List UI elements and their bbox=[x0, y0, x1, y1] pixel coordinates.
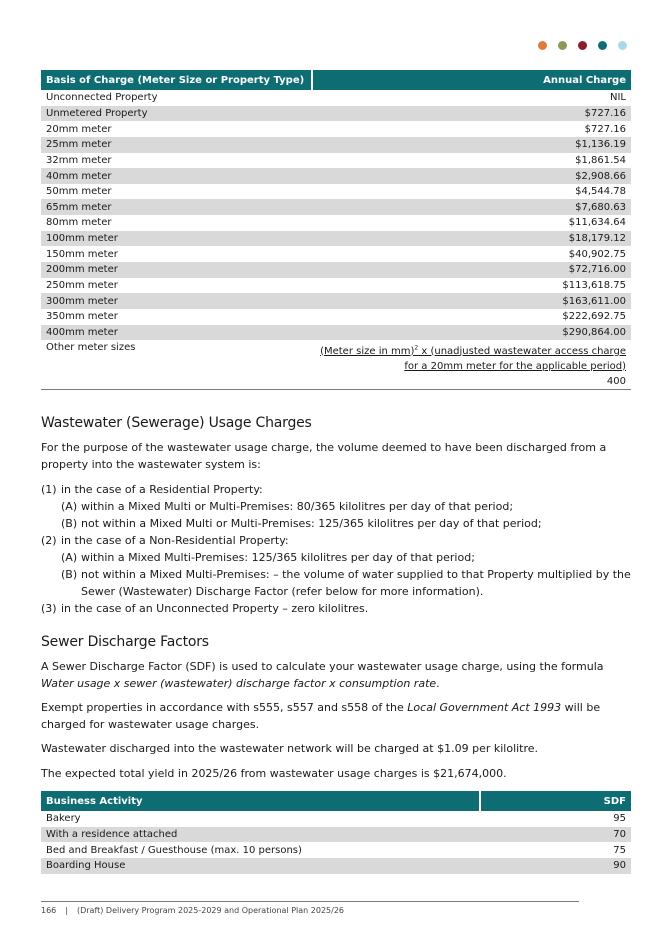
sdf-value-cell: 70 bbox=[480, 827, 631, 843]
activity-cell: Boarding House bbox=[41, 858, 480, 874]
other-meter-sizes-label: Other meter sizes bbox=[46, 342, 136, 354]
basis-cell: 25mm meter bbox=[41, 137, 312, 153]
decorative-dots bbox=[538, 41, 627, 50]
footer-separator: | bbox=[65, 906, 68, 915]
table-row bbox=[41, 153, 631, 169]
document-title: (Draft) Delivery Program 2025-2029 and Operational Plan 2025/26 bbox=[76, 906, 344, 915]
charge-cell: $11,634.64 bbox=[568, 217, 626, 229]
usage-conditions-list bbox=[41, 481, 641, 617]
charge-cell: $1,861.54 bbox=[575, 154, 626, 166]
table-row bbox=[41, 90, 631, 106]
table-row bbox=[41, 827, 631, 843]
sdf-paragraph-3: Wastewater discharged into the wastewater network will be charged at $1.09 per kilolitre. bbox=[41, 742, 539, 755]
charge-cell: $7,680.63 bbox=[312, 199, 631, 215]
sdf-p2-text-b: will be charged for wastewater usage charges. bbox=[41, 701, 601, 731]
activity-cell: Bakery bbox=[46, 813, 81, 825]
table-header-row bbox=[41, 70, 631, 90]
table-row-divisor bbox=[41, 374, 631, 390]
dot-light-blue bbox=[618, 41, 627, 50]
sub-item-text: not within a Mixed Multi-Premises: – the volume of water supplied to that Property multiplied by the Sewer (Wastewater) Discharge Factor (refer below for more information). bbox=[81, 568, 631, 598]
column-header-activity: Business Activity bbox=[41, 791, 480, 811]
list-item-number: (1) bbox=[41, 483, 57, 496]
sdf-p1-text: A Sewer Discharge Factor (SDF) is used to calculate your wastewater usage charge, using the formula bbox=[41, 660, 604, 673]
sub-list-item bbox=[41, 498, 641, 515]
list-item bbox=[41, 600, 641, 617]
sdf-p2-act-name: Local Government Act 1993 bbox=[407, 701, 562, 714]
page-number: 166 bbox=[41, 906, 57, 915]
access-charges-table bbox=[41, 70, 631, 390]
list-item-text: in the case of a Residential Property: bbox=[61, 483, 263, 496]
table-row bbox=[41, 858, 631, 874]
sub-item-letter: (A) bbox=[61, 551, 78, 564]
sub-item-text: not within a Mixed Multi or Multi-Premises: 125/365 kilolitres per day of that period; bbox=[81, 517, 542, 530]
table-row bbox=[41, 121, 631, 137]
dot-teal bbox=[598, 41, 607, 50]
usage-charges-heading: Wastewater (Sewerage) Usage Charges bbox=[41, 415, 312, 431]
charge-cell: $727.16 bbox=[312, 106, 631, 122]
basis-cell: 250mm meter bbox=[46, 280, 118, 291]
table-row bbox=[41, 231, 631, 247]
sub-item-text: within a Mixed Multi or Multi-Premises: 80/365 kilolitres per day of that period; bbox=[81, 500, 514, 513]
basis-cell: 80mm meter bbox=[46, 217, 112, 229]
list-item bbox=[41, 532, 641, 549]
sdf-p1-end: . bbox=[436, 677, 440, 690]
formula-text-line2: for a 20mm meter for the applicable period) bbox=[404, 360, 626, 372]
table-row bbox=[41, 168, 631, 184]
activity-cell: Bed and Breakfast / Guesthouse (max. 10 persons) bbox=[46, 844, 302, 856]
basis-cell: 350mm meter bbox=[46, 311, 118, 323]
basis-cell: 400mm meter bbox=[41, 325, 312, 341]
sdf-p2-text-a: Exempt properties in accordance with s555, s557 and s558 of the bbox=[41, 701, 408, 714]
charge-cell: $40,902.75 bbox=[568, 248, 626, 260]
dot-olive bbox=[558, 41, 567, 50]
list-item-text: in the case of a Non-Residential Property: bbox=[61, 534, 289, 547]
charge-cell: $163,611.00 bbox=[312, 293, 631, 309]
basis-cell: Unmetered Property bbox=[41, 106, 312, 122]
table-row bbox=[41, 262, 631, 278]
charge-cell: $18,179.12 bbox=[312, 231, 631, 247]
table-row bbox=[41, 842, 631, 858]
charge-cell: $72,716.00 bbox=[312, 262, 631, 278]
list-item bbox=[41, 481, 641, 498]
sdf-paragraph-2 bbox=[41, 699, 631, 733]
table-row bbox=[41, 246, 631, 262]
charge-cell: $290,864.00 bbox=[312, 325, 631, 341]
table-row bbox=[41, 309, 631, 325]
usage-intro-paragraph: For the purpose of the wastewater usage charge, the volume deemed to have been discharged from a property into the wastewater system is: bbox=[41, 441, 607, 471]
table-row-other-meter-sizes bbox=[41, 340, 631, 373]
sdf-value-cell: 90 bbox=[480, 858, 631, 874]
list-item-number: (2) bbox=[41, 534, 57, 547]
table-row bbox=[41, 293, 631, 309]
basis-cell: 32mm meter bbox=[46, 154, 112, 166]
sdf-p1-formula: Water usage x sewer (wastewater) discharge factor x consumption rate bbox=[41, 677, 437, 690]
formula-part-b: x (unadjusted wastewater access charge bbox=[418, 345, 626, 357]
dot-orange bbox=[538, 41, 547, 50]
sdf-paragraph-1 bbox=[41, 658, 631, 692]
sdf-table-body bbox=[41, 811, 631, 874]
page-footer bbox=[41, 906, 344, 915]
table-row bbox=[41, 215, 631, 231]
basis-cell: 65mm meter bbox=[41, 199, 312, 215]
basis-cell: Unconnected Property bbox=[46, 92, 158, 104]
sub-item-text: within a Mixed Multi-Premises: 125/365 kilolitres per day of that period; bbox=[81, 551, 475, 564]
charges-table-body bbox=[41, 90, 631, 340]
column-header-basis: Basis of Charge (Meter Size or Property Type) bbox=[41, 70, 312, 90]
charge-cell: $727.16 bbox=[584, 123, 626, 135]
footer-divider bbox=[41, 901, 579, 902]
formula-superscript: 2 bbox=[414, 344, 419, 352]
table-row bbox=[41, 137, 631, 153]
sdf-value-cell: 75 bbox=[613, 844, 626, 856]
sdf-value-cell: 95 bbox=[613, 813, 626, 825]
sub-list-item bbox=[41, 566, 641, 600]
formula-text-line1 bbox=[320, 346, 626, 357]
basis-cell: 200mm meter bbox=[41, 262, 312, 278]
sdf-paragraph-4: The expected total yield in 2025/26 from wastewater usage charges is $21,674,000. bbox=[41, 767, 507, 780]
table-row bbox=[41, 199, 631, 215]
sdf-table bbox=[41, 791, 631, 874]
activity-cell: With a residence attached bbox=[41, 827, 480, 843]
list-item-text: in the case of an Unconnected Property – zero kilolitres. bbox=[61, 602, 369, 615]
basis-cell: 150mm meter bbox=[46, 248, 118, 260]
charge-cell: NIL bbox=[609, 92, 626, 104]
sub-list-item bbox=[41, 515, 641, 532]
charge-cell: $2,908.66 bbox=[312, 168, 631, 184]
dot-maroon bbox=[578, 41, 587, 50]
basis-cell: 50mm meter bbox=[46, 186, 112, 198]
sdf-heading: Sewer Discharge Factors bbox=[41, 634, 209, 650]
other-meter-sizes-formula bbox=[312, 340, 631, 373]
basis-cell: 40mm meter bbox=[41, 168, 312, 184]
charge-cell: $222,692.75 bbox=[562, 311, 626, 323]
table-row bbox=[41, 325, 631, 341]
charge-cell: $113,618.75 bbox=[562, 280, 626, 291]
table-row bbox=[41, 811, 631, 827]
sub-item-letter: (B) bbox=[61, 517, 78, 530]
table-row bbox=[41, 278, 631, 294]
basis-cell: 300mm meter bbox=[41, 293, 312, 309]
list-item-number: (3) bbox=[41, 602, 57, 615]
formula-divisor: 400 bbox=[312, 374, 631, 390]
table-row bbox=[41, 106, 631, 122]
column-header-charge: Annual Charge bbox=[312, 70, 631, 90]
sub-item-letter: (B) bbox=[61, 568, 78, 581]
formula-part-a: (Meter size in mm) bbox=[320, 345, 415, 357]
table-row bbox=[41, 184, 631, 200]
sub-item-letter: (A) bbox=[61, 500, 78, 513]
charge-cell: $4,544.78 bbox=[575, 186, 626, 198]
sdf-header-row bbox=[41, 791, 631, 811]
basis-cell: 20mm meter bbox=[46, 123, 112, 135]
column-header-sdf: SDF bbox=[480, 791, 631, 811]
charge-cell: $1,136.19 bbox=[312, 137, 631, 153]
sub-list-item bbox=[41, 549, 641, 566]
basis-cell: 100mm meter bbox=[41, 231, 312, 247]
